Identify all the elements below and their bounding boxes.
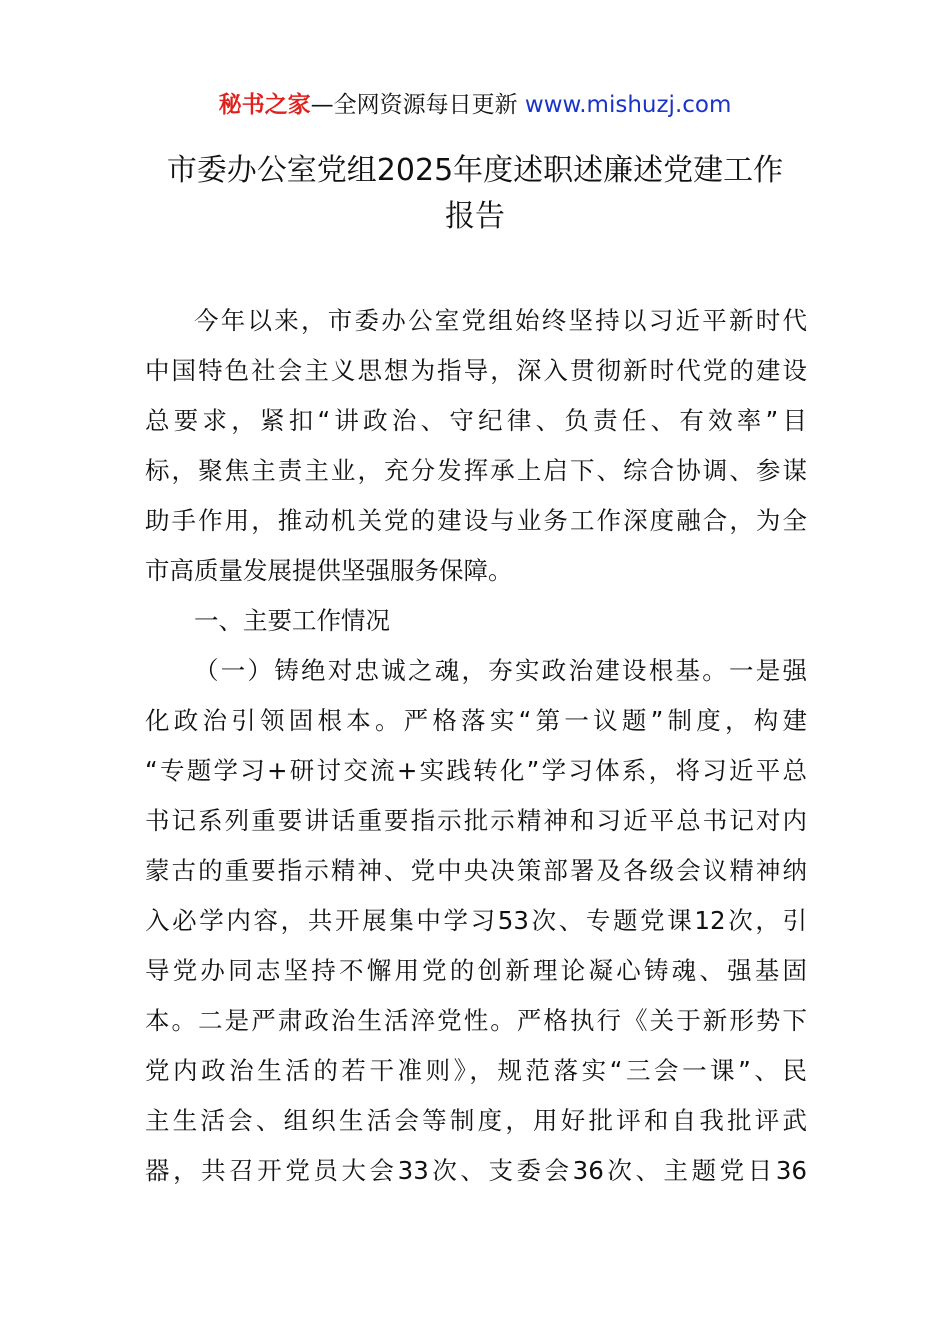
document-title bbox=[140, 148, 810, 240]
title-line-1: 市委办公室党组2025年度述职述廉述党建工作 bbox=[166, 153, 784, 188]
brand-name: 秘书之家 bbox=[218, 92, 311, 118]
paragraph-line: 器，共召开党员大会33次、支委会36次、主题党日36 bbox=[145, 1156, 807, 1185]
paragraph-line: 蒙古的重要指示精神、党中央决策部署及各级会议精神纳 bbox=[145, 856, 807, 885]
paragraph-line: “专题学习+研讨交流+实践转化”学习体系，将习近平总 bbox=[145, 756, 807, 785]
paragraph-line: 导党办同志坚持不懈用党的创新理论凝心铸魂、强基固 bbox=[145, 956, 807, 985]
paragraph-line: 助手作用，推动机关党的建设与业务工作深度融合，为全 bbox=[145, 506, 807, 535]
banner-tagline: —全网资源每日更新 bbox=[310, 92, 518, 118]
paragraph-line: 市高质量发展提供坚强服务保障。 bbox=[145, 556, 513, 585]
document-body bbox=[145, 296, 807, 1196]
paragraph-line: 化政治引领固根本。严格落实“第一议题”制度，构建 bbox=[145, 706, 807, 735]
paragraph-line: 本。二是严肃政治生活淬党性。严格执行《关于新形势下 bbox=[145, 1006, 807, 1035]
site-banner bbox=[0, 88, 950, 122]
title-line-2: 报告 bbox=[445, 199, 505, 234]
site-url-link[interactable]: www.mishuzj.com bbox=[524, 92, 732, 118]
paragraph-line: 党内政治生活的若干准则》，规范落实“三会一课”、民 bbox=[145, 1056, 807, 1085]
paragraph-line: 书记系列重要讲话重要指示批示精神和习近平总书记对内 bbox=[145, 806, 807, 835]
paragraph-line: 总要求，紧扣“讲政治、守纪律、负责任、有效率”目 bbox=[145, 406, 807, 435]
paragraph-line: （一）铸绝对忠诚之魂，夯实政治建设根基。一是强 bbox=[194, 656, 807, 685]
paragraph-line: 今年以来，市委办公室党组始终坚持以习近平新时代 bbox=[194, 306, 807, 335]
paragraph-line: 主生活会、组织生活会等制度，用好批评和自我批评武 bbox=[145, 1106, 807, 1135]
section-heading: 一、主要工作情况 bbox=[194, 606, 390, 635]
paragraph-line: 标，聚焦主责主业，充分发挥承上启下、综合协调、参谋 bbox=[145, 456, 807, 485]
paragraph-line: 入必学内容，共开展集中学习53次、专题党课12次，引 bbox=[145, 906, 807, 935]
paragraph-line: 中国特色社会主义思想为指导，深入贯彻新时代党的建设 bbox=[145, 356, 807, 385]
